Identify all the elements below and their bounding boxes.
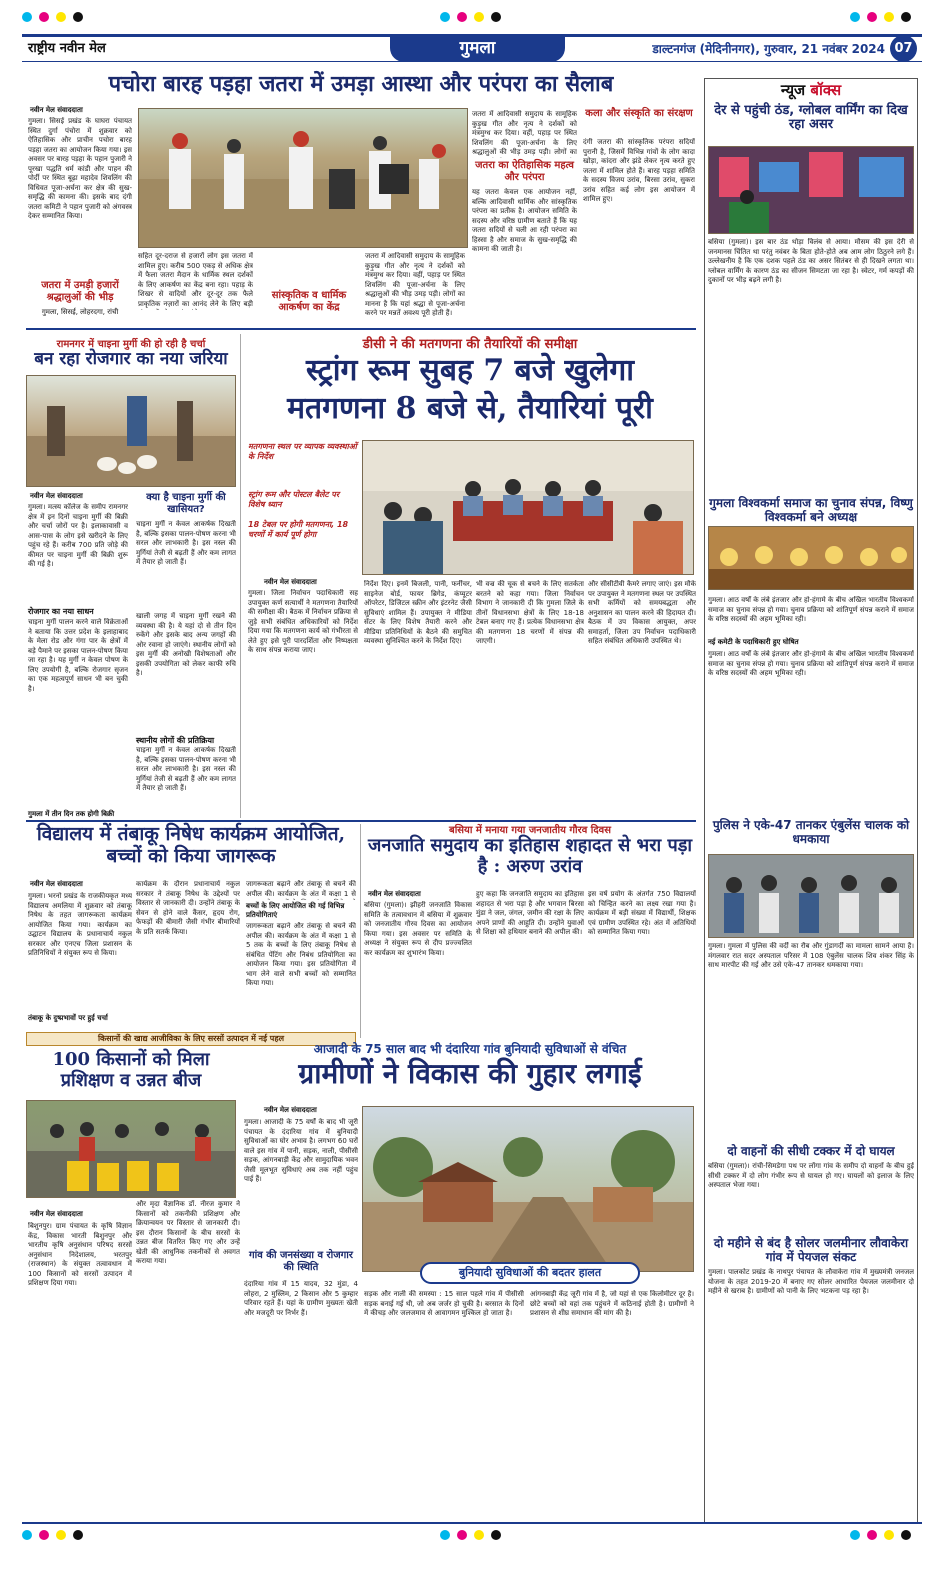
story4-headline: विद्यालय में तंबाकू निषेध कार्यक्रम आयोजित, बच्चों को किया जागरूक <box>36 823 346 867</box>
story1-lead: गुमला। सिसई प्रखंड के घाघरा पंचायत स्थित दुर्गा पंचोरा में शुक्रवार को ऐतिहासिक और प्राचीन पचोरा बारह पड़हा जतरा का आयोजन किया गया। इस अवसर पर बारह पड़हा के पहान पुजारी ने पूरखा पद्धति धर्म कांडी और पाहन की पोर्दी पर स्थित बूढ़ा महादेव शिवलिंग की विधिवत पूजा-अर्चना कर क्षेत्र की सुख-समृद्धि की कामना की। इसके बाद दंगी जतरा कमिटी ने पहान पुजारी को अंगवस्त्र देकर सम्मानित किया। <box>28 117 132 220</box>
sidebar-story4-headline: दो वाहनों की सीधी टक्कर में दो घायल <box>727 1144 895 1158</box>
story2-lead: गुमला। मत्स्य कॉलेज के समीप रामनगर क्षेत्र में इन दिनों चाइना मुर्गी की बिक्री और चर्चा जोरों पर है। इलाकावासी व आस-पास के लोग इसे खरीदने के लिए पहुंच रहे हैं। करीब 700 प्रति जोड़े की कीमत पर चाइना मुर्गी की बिक्री शुरू की गई है। <box>28 503 128 568</box>
story5-kicker: बसिया में मनाया गया जनजातीय गौरव दिवस <box>448 825 611 836</box>
farmers-training-photo <box>26 1100 236 1198</box>
winter-clothes-shop-photo <box>708 146 914 234</box>
story6-col2: और मृदा वैज्ञानिक डॉ. नीरज कुमार ने किसानों को तकनीकी प्रशिक्षण और क्रियान्वयन पर विस्तार से जानकारी दी। इस दौरान किसानों के बीच सरसों के उन्नत बीज वितरित किए गए और उन्हें खेती की आधुनिक तकनीकों से अवगत कराया गया। <box>136 1200 240 1265</box>
sidebar-story5-text: गुमला। पालकोट प्रखंड के नाथपुर पंचायत के लौवाकेरा गांव में मुख्यमंत्री जनजल योजना के तहत 2019-20 में बनाए गए सोलर आधारित पेयजल जलमीनार दो महीने से खराब है। ग्रामीणों को पानी के लिए भटकना पड़ रहा है। <box>708 1268 914 1295</box>
story3-col2: निर्देश दिए। इनमें बिजली, पानी, फर्नीचर, साइनेज बोर्ड, फायर ब्रिगेड, कंप्यूटर ऑपरेटर, डिजिटल स्क्रीन और इंटरनेट जैसी सुविधाएं शामिल हैं। उपायुक्त ने मीडिया सेंटर के लिए विशेष तैयारी करने और मीडिया प्रतिनिधियों के बैठने की समुचित व्यवस्था सुनिश्चित करने के निर्देश दिए। <box>364 580 472 645</box>
story4-byline: नवीन मेल संवाददाता <box>30 880 83 888</box>
sidebar-story5-headline: दो महीने से बंद है सोलर जलमीनार लौवाकेरा गांव में पेयजल संकट <box>713 1236 909 1264</box>
story4-subhead-competitions: बच्चों के लिए आयोजित की गई विभिन्न प्रतियोगिताएं <box>246 902 345 919</box>
story1-col3-top: जतरा में आदिवासी समुदाय के सामूहिक कुड़ुख गीत और नृत्य ने दर्शकों को मंत्रमुग्ध कर दिया। वहीं, पहाड़ पर स्थित शिवलिंग की पूजा-अर्चना के लिए श्रद्धालुओं की भीड़ उमड़ पड़ी। लोगों का <box>472 110 577 156</box>
story3-bullet-2: स्ट्रांग रूम और पोस्टल बैलेट पर विशेष ध्यान <box>248 490 340 509</box>
story7-col3: आंगनबाड़ी केंद्र जूरी गांव में है, जो यहां से एक किलोमीटर दूर है। छोटे बच्चों को वहां तक पहुंचने में कठिनाई होती है। ग्रामीणों ने प्रशासन से शीघ्र समाधान की मांग की है। <box>530 1290 694 1317</box>
story7-byline: नवीन मेल संवाददाता <box>264 1106 317 1114</box>
story5-headline: जनजाति समुदाय का इतिहास शहादत से भरा पड़ा है : अरुण उरांव <box>367 835 693 877</box>
sidebar-story2-text-cont: गुमला। आठ वर्षों के लंबे इंतजार और हो-हंगामे के बीच अखिल भारतीय विश्वकर्मा समाज का चुनाव संपन्न हो गया। चुनाव प्रक्रिया को शांतिपूर्ण संपन्न कराने में समाज के वरिष्ठ सदस्यों की अहम भूमिका रही। <box>708 650 914 677</box>
registration-marks-bottom-right <box>850 1530 911 1540</box>
story7-col1b: दंदारिया गांव में 15 यादव, 32 मुंडा, 4 लोहरा, 2 मुस्लिम, 2 किसान और 5 कुम्हार परिवार रहते हैं। यहां के ग्रामीण मुख्यतः खेती और मजदूरी पर निर्भर हैं। <box>244 1280 358 1317</box>
story4-col1: गुमला। भरनो प्रखंड के राजकीयकृत मध्य विद्यालय अमलिया में शुक्रवार को तंबाकू निषेध के तहत जागरूकता कार्यक्रम आयोजित किया गया। कार्यक्रम का उद्घाटन विद्यालय के प्रधानाचार्य नकुल सरकार और एनएच जिला प्रशासन के प्रतिनिधियों ने संयुक्त रूप से किया। <box>28 892 132 957</box>
story2-subhead-employment: रोजगार का नया साधन <box>28 607 94 616</box>
story1-subhead-cultural: सांस्कृतिक व धार्मिक आकर्षण का केंद्र <box>271 290 347 313</box>
column-divider <box>240 334 241 818</box>
dateline: डाल्टनगंज (मेदिनीनगर), गुरुवार, 21 नवंबर 2024 <box>652 42 885 56</box>
sidebar-story1-text: बसिया (गुमला)। इस बार ठंड थोड़ा विलंब से आया। मौसम की इस देरी से जनमानस चिंतित था परंतु नवंबर के बिता होते-होते अब आम लोग ठिठुरने लगे हैं। उल्लेखनीय है कि एक दशक पहले ठंड का असर सितंबर से ही दिखने लगता था। ग्लोबल वार्मिंग के कारण ठंड का सीजन सिमटता जा रहा है। स्वेटर, गर्म कपड़ों की दुकानों पर भीड़ बढ़ने लगी है। <box>708 238 914 284</box>
story1-caption-place: गुमला, सिसई, लोहरदगा, रांची <box>41 308 119 316</box>
registration-marks-bottom-center <box>440 1530 501 1540</box>
story1-byline: नवीन मेल संवाददाता <box>30 106 83 114</box>
story6-kicker-strip: किसानों की खाद्य आजीविका के लिए सरसों उत्पादन में नई पहल <box>26 1032 356 1046</box>
page-footer-rule <box>22 1522 922 1524</box>
story3-headline-line2: मतगणना 8 बजे से, तैयारियां पूरी <box>287 391 653 426</box>
story2-text2: चाइना मुर्गी पालन करने वाले विक्रेताओं ने बताया कि उत्तर प्रदेश के इलाहाबाद के मेला रोड और गंगा पार के क्षेत्रों में बड़े पैमाने पर इसका पालन-पोषण किया जा रहा है। यह मुर्गी न केवल पोषण के लिए उपयोगी है, बल्कि रोजगार सृजन का एक महत्वपूर्ण साधन भी बन चुकी है। <box>28 618 128 693</box>
story7-col2: सड़क और नाली की समस्या : 15 साल पहले गांव में पीसीसी सड़क बनाई गई थी, जो अब जर्जर हो चुकी है। बरसात के दिनों में कीचड़ और जलजमाव से आवागमन मुश्किल हो जाता है। <box>364 1290 524 1317</box>
ambulance-police-photo <box>708 854 914 938</box>
story2-text3: खाली जगह में चाइना मुर्गी रखने की व्यवस्था की है। ये यहां दो से तीन दिन रुकेंगे और इसके बाद अन्य जगहों की ओर रवाना हो जाएंगे। स्थानीय लोगों को इस मुर्गी की अनोखी विशेषताओं और इसकी उपयोगिता को लेकर काफी रुचि है। <box>136 612 236 677</box>
page-number: 07 <box>890 35 917 62</box>
china-chicken-photo <box>26 375 236 487</box>
story1-subhead-history: जतरा का ऐतिहासिक महत्व और परंपरा <box>475 160 574 183</box>
story7-photo-caption: बुनियादी सुविधाओं की बदतर हालत <box>420 1262 640 1284</box>
sidebar-story2-headline: गुमला विश्वकर्मा समाज का चुनाव संपन्न, विष्णु विश्वकर्मा बने अध्यक्ष <box>709 496 913 524</box>
story2-kicker: रामनगर में चाइना मुर्गी की हो रही है चर्चा <box>56 339 206 350</box>
registration-marks-top-right <box>850 12 911 22</box>
story7-kicker: आजादी के 75 साल बाद भी दंदारिया गांव बुनियादी सुविधाओं से वंचित <box>313 1042 627 1056</box>
sidebar-story4-text: बसिया (गुमला)। रांची-सिमडेगा पथ पर लोंगा गांव के समीप दो वाहनों के बीच हुई सीधी टक्कर में दो लोग गंभीर रूप से घायल हो गए। घायलों को इलाज के लिए अस्पताल भेजा गया। <box>708 1162 914 1189</box>
registration-marks-bottom-left <box>22 1530 83 1540</box>
vishwakarma-meeting-photo <box>708 526 914 590</box>
story7-col1: गुमला। आजादी के 75 वर्षों के बाद भी जूरी पंचायत के दंदारिया गांव में बुनियादी सुविधाओं का घोर अभाव है। लगभग 60 घरों वाले इस गांव में पानी, सड़क, नाली, पीसीसी सड़क, आंगनबाड़ी केंद्र और सामुदायिक भवन जैसी मूलभूत सुविधाएं अब तक नहीं पहुंच पाई हैं। <box>244 1118 358 1183</box>
story1-col5: दंगी जतरा की सांस्कृतिक परंपरा सदियों पुरानी है, जिसमें विभिन्न गांवों के लोग कादा खोड़ा, कांदरा और झंडे लेकर नृत्य करते हुए जतरा में शामिल होते हैं। बारह पड़हा समिति के सदस्य विजय उरांव, बिरसा उरांव, सुकरा उरांव सहित कई लोग इस आयोजन में शामिल हुए। <box>583 138 695 203</box>
story3-kicker: डीसी ने की मतगणना की तैयारियों की समीक्षा <box>362 337 578 352</box>
story5-col1: बसिया (गुमला)। झीहरी जनजाति विकास समिति के तत्वावधान में बसिया में शुक्रवार को जनजातीय गौरव दिवस का आयोजन किया गया। इस अवसर पर समिति के अध्यक्ष ने संयुक्त रूप से दीप प्रज्ज्वलित कर कार्यक्रम का शुभारंभ किया। <box>364 901 472 957</box>
village-road-photo <box>362 1106 694 1272</box>
masthead: राष्ट्रीय नवीन मेल <box>28 41 106 56</box>
story5-col3: इस वर्ष प्रयोग के अंतर्गत 750 विद्यालयों को चिन्हित करने का लक्ष्य रखा गया है। कार्यक्रम में बड़ी संख्या में विद्यार्थी, शिक्षक एवं ग्रामीण उपस्थित रहे। अंत में अतिथियों को सम्मानित किया गया। <box>588 890 696 936</box>
story2-byline: नवीन मेल संवाददाता <box>30 492 83 500</box>
story5-col2: हुए कहा कि जनजाति समुदाय का इतिहास शहादत से भरा पड़ा है और भगवान बिरसा मुंडा ने जल, जंगल, जमीन की रक्षा के लिए अपने प्राणों की आहुति दी। उन्होंने युवाओं से शिक्षा को हथियार बनाने की अपील की। <box>476 890 584 936</box>
story7-subhead-population: गांव की जनसंख्या व रोजगार की स्थिति <box>249 1250 353 1273</box>
registration-marks-top-left <box>22 12 83 22</box>
story2-side-text: चाइना मुर्गी न केवल आकर्षक दिखती है, बल्कि इसका पालन-पोषण करना भी सरल और लाभकारी है। इस नस्ल की मुर्गियां तेजी से बढ़ती हैं और कम लागत में तैयार हो जाती हैं। <box>136 520 236 566</box>
story4-col3: जागरूकता बढ़ाने और तंबाकू से बचने की अपील की। कार्यक्रम के अंत में कक्षा 1 से 5 तक के बच्चों के लिए तंबाकू निषेध से संबंधित पेंटिंग और निबंध प्रतियोगिता का आयोजन किया गया। इस प्रतियोगिता में भाग लेने वाले सभी बच्चों को सम्मानित किया गया। <box>246 922 356 987</box>
registration-marks-top-center <box>440 12 501 22</box>
sidebar-story1-headline: देर से पहुंची ठंड, ग्लोबल वार्मिंग का दिख रहा असर <box>714 103 908 132</box>
story5-byline: नवीन मेल संवाददाता <box>368 890 421 898</box>
column-divider <box>360 824 361 1038</box>
story2-headline: बन रहा रोजगार का नया जरिया <box>34 349 228 369</box>
news-box-tag-box: बॉक्स <box>810 81 842 99</box>
story4-col3-top: जागरूकता बढ़ाने और तंबाकू से बचने की अपील की। कार्यक्रम के अंत में कक्षा 1 से <box>246 880 356 898</box>
story7-headline: ग्रामीणों ने विकास की गुहार लगाई <box>298 1057 642 1090</box>
story6-headline: 100 किसानों को मिला प्रशिक्षण व उन्नत बीज <box>52 1049 210 1091</box>
story2-reaction-text: चाइना मुर्गी न केवल आकर्षक दिखती है, बल्कि इसका पालन-पोषण करना भी सरल और लाभकारी है। इस नस्ल की मुर्गियां तेजी से बढ़ती हैं और कम लागत में तैयार हो जाती हैं। <box>136 746 236 792</box>
divider <box>26 328 696 330</box>
story3-col1: गुमला। जिला निर्वाचन पदाधिकारी सह उपायुक्त कर्ण सत्यार्थी ने मतगणना तैयारियों की समीक्षा की। बैठक में निर्वाचन प्रक्रिया से जुड़े सभी संबंधित अधिकारियों को निर्देश दिया गया कि मतगणना कार्य को गंभीरता से लेते हुए इसे पूरी पारदर्शिता और निष्पक्षता के साथ संपन्न कराया जाए। <box>248 589 358 654</box>
story6-col1: बिशुनपुर। ग्राम पंचायत के कृषि विज्ञान केंद्र, विकास भारती बिशुनपुर और भारतीय कृषि अनुसंधान परिषद सरसों अनुसंधान निदेशालय, भरतपुर (राजस्थान) के संयुक्त तत्वावधान में 100 किसानों को सरसों उत्पादन में प्रशिक्षण दिया गया। <box>28 1222 132 1287</box>
story2-subhead-reaction: स्थानीय लोगों की प्रतिक्रिया <box>136 736 215 745</box>
sidebar-story2-subhead: नई कमेटी के पदाधिकारी हुए घोषित <box>708 638 799 646</box>
section-title: गुमला <box>390 34 565 62</box>
story2-footer: गुमला में तीन दिन तक होगी बिक्री <box>28 810 115 818</box>
story3-col4: और सीसीटीवी कैमरे लगाए जाएं। इस मौके पर उपायुक्त ने मतगणना स्थल पर उपस्थित सभी कर्मियों को समयबद्धता और अनुशासन का पालन करने की हिदायत दी। बैठक में उप विकास आयुक्त, अपर समाहर्ता, जिला उप निर्वाचन पदाधिकारी सहित संबंधित अधिकारी उपस्थित थे। <box>588 580 696 645</box>
story2-side-head: क्या है चाइना मुर्गी की खासियत? <box>146 492 226 515</box>
story6-byline: नवीन मेल संवाददाता <box>30 1210 83 1218</box>
story1-col3: जतरा में आदिवासी समुदाय के सामूहिक कुड़ुख गीत और नृत्य ने दर्शकों को मंत्रमुग्ध कर दिया। वहीं, पहाड़ पर स्थित शिवलिंग की पूजा-अर्चना के लिए श्रद्धालुओं की भीड़ उमड़ पड़ी। लोगों का मानना है कि यहां श्रद्धा से पूजा-अर्चना करने पर मन्नतें अवश्य पूरी होती हैं। <box>365 252 465 317</box>
story1-caption: जतरा में उमड़ी हजारों श्रद्धालुओं की भीड़ <box>41 280 119 303</box>
sidebar-story3-headline: पुलिस ने एके-47 तानकर एंबुलेंस चालक को धमकाया <box>712 818 910 846</box>
story1-col4: यह जतरा केवल एक आयोजन नहीं, बल्कि आदिवासी धार्मिक और सांस्कृतिक परंपरा का प्रतीक है। आयोजन समिति के सदस्य और वरिष्ठ ग्रामीण बताते हैं कि यह जतरा सदियों से चली आ रही परंपरा का हिस्सा है और समाज के सुख-समृद्धि की कामना की जाती है। <box>472 188 577 253</box>
story1-mid-text: सहित दूर-दराज से हजारों लोग इस जतरा में शामिल हुए। करीब 500 एकड़ से अधिक क्षेत्र में फैला जतरा मैदान के धार्मिक स्थल दर्शकों के लिए आकर्षण का केंद्र बना रहा। पहाड़ के शिखर से वादियों और दूर-दूर तक फैले प्राकृतिक नज़ारों का आनंद लेने के लिए बड़ी <box>138 252 253 308</box>
story4-col2: कार्यक्रम के दौरान प्रधानाचार्य नकुल सरकार ने तंबाकू निषेध के उद्देश्यों पर विस्तार से जानकारी दी। उन्होंने तंबाकू के सेवन से होने वाले कैंसर, हृदय रोग, फेफड़ों की बीमारी जैसी गंभीर बीमारियों के प्रति सतर्क किया। <box>136 880 240 936</box>
story3-col3: भी वज्र की चूक से बचने के लिए सतर्कता बरतने को कहा गया। जिला निर्वाचन विभाग ने जानकारी दी कि गुमला जिले के तीनों विधानसभा क्षेत्रों के लिए 18-18 टेबल बनाए गए हैं। प्रत्येक विधानसभा क्षेत्र की मतगणना 18 चरणों में संपन्न की जाएगी। <box>476 580 584 645</box>
story3-byline: नवीन मेल संवाददाता <box>264 578 317 586</box>
jatra-crowd-photo <box>138 108 468 248</box>
news-box-title <box>706 80 916 100</box>
story1-headline: पचोरा बारह पड़हा जतरा में उमड़ा आस्था और परंपरा का सैलाब <box>108 71 614 97</box>
sidebar-story2-text: गुमला। आठ वर्षों के लंबे इंतजार और हो-हंगामे के बीच अखिल भारतीय विश्वकर्मा समाज का चुनाव संपन्न हो गया। चुनाव प्रक्रिया को शांतिपूर्ण संपन्न कराने में समाज के वरिष्ठ सदस्यों की अहम भूमिका रही। <box>708 596 914 623</box>
sidebar-story3-text: गुमला। गुमला में पुलिस की वर्दी का रौब और गुंडागर्दी का मामला सामने आया है। मंगलवार रात सदर अस्पताल परिसर में 108 एंबुलेंस चालक शिव शंकर सिंह के साथ मारपीट की गई और उसे एके-47 तानकर धमकाया गया। <box>708 942 914 969</box>
story3-bullet-1: मतगणना स्थल पर व्यापक व्यवस्थाओं के निर्देश <box>248 442 357 461</box>
story1-subhead-art: कला और संस्कृति का संरक्षण <box>585 108 693 119</box>
story3-headline-line1: स्ट्रांग रूम सुबह 7 बजे खुलेगा <box>305 353 635 388</box>
counting-review-meeting-photo <box>362 440 694 575</box>
news-box-tag-news: न्यूज <box>780 81 806 99</box>
story4-subhead-effects: तंबाकू के दुष्प्रभावों पर हुई चर्चा <box>28 1014 108 1022</box>
story3-bullet-3: 18 टेबल पर होगी मतगणना, 18 चरणों में कार्य पूर्ण होगा <box>248 520 349 539</box>
